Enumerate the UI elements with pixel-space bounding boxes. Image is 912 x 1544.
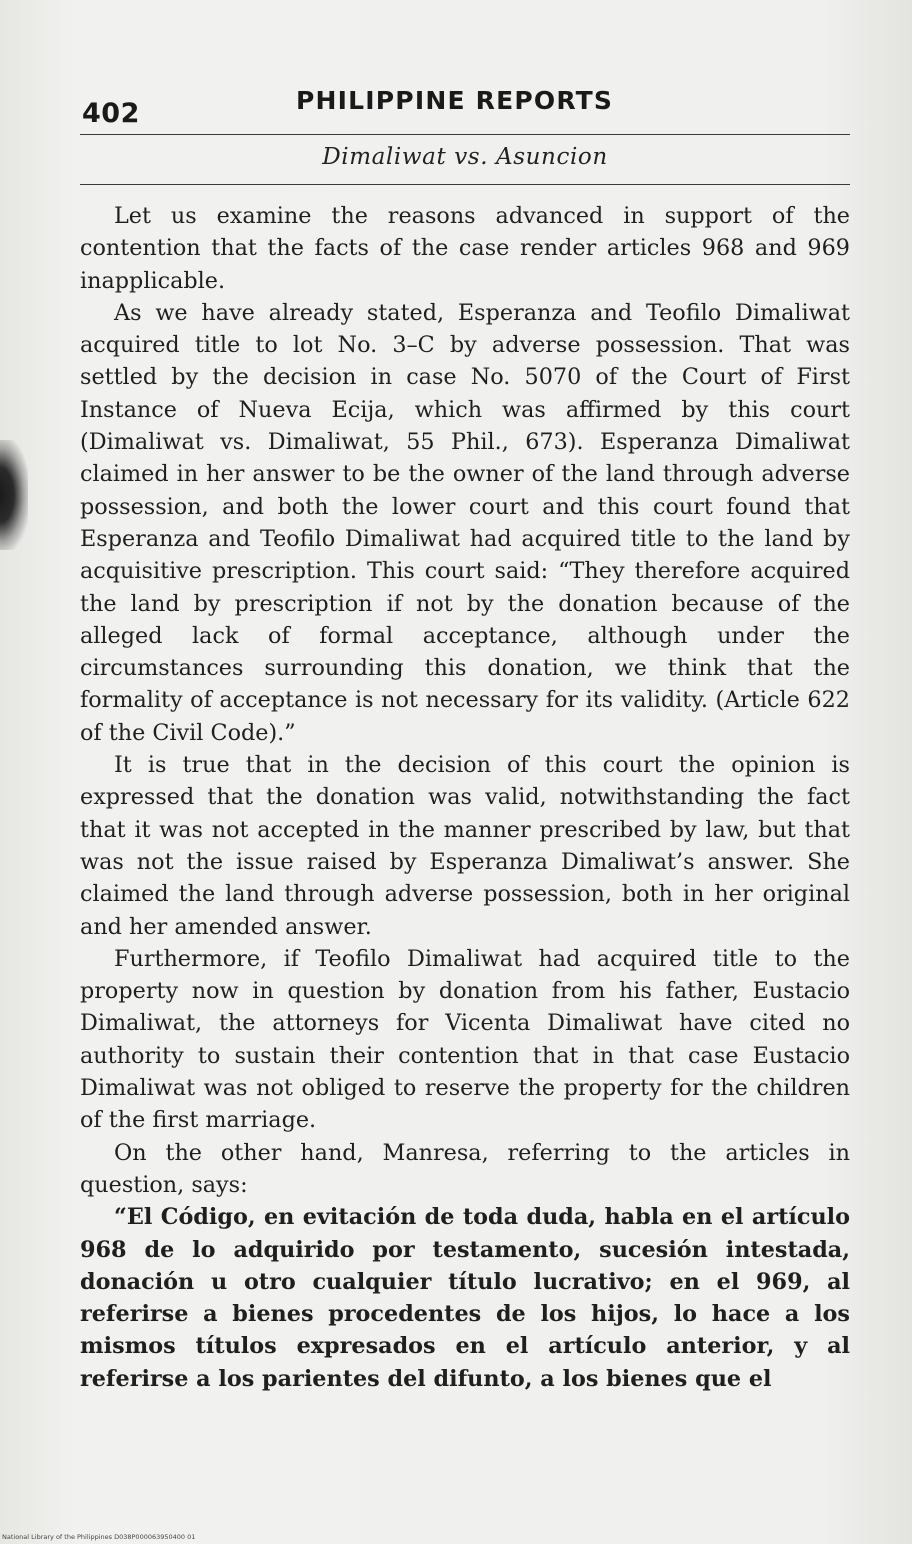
quoted-paragraph: “El Código, en evitación de toda duda, habla en el artículo 968 de lo adquirido por testamento, sucesión intestada, donación u otro cualquier título lucrativo; en el 969, al referirse a bienes procedentes de los hijos, lo hace a los mismos títulos expresados en el artículo anterior, y al referirse a los parientes del difunto, a los bienes que el — [80, 1204, 850, 1392]
paragraph: Let us examine the reasons advanced in support of the contention that the facts of the case render articles 968 and 969 inapplicable. — [80, 203, 850, 294]
body-text — [80, 200, 850, 1395]
source-watermark: National Library of the Philippines D038P000063950400 01 — [2, 1533, 196, 1541]
header-rule-bottom — [80, 184, 850, 185]
case-title: Dimaliwat vs. Asuncion — [322, 144, 608, 170]
page-header — [82, 84, 850, 132]
paragraph: It is true that in the decision of this court the opinion is expressed that the donation was valid, notwithstanding the fact that it was not accepted in the manner prescribed by law, but that was not the issue raised by Esperanza Dimaliwat’s answer. She claimed the land through adverse possession, both in her original and her amended answer. — [80, 752, 850, 940]
binding-shadow — [0, 440, 28, 550]
paragraph: As we have already stated, Esperanza and Teofilo Dimaliwat acquired title to lot No. 3–C by adverse possession. That was settled by the decision in case No. 5070 of the Court of First Instance of Nueva Ecija, which was affirmed by this court (Dimaliwat vs. Dimaliwat, 55 Phil., 673). Esperanza Dimaliwat claimed in her answer to be the owner of the land through adverse possession, and both the lower court and this court found that Esperanza and Teofilo Dimaliwat had acquired title to the land by acquisitive prescription. This court said: “They therefore acquired the land by prescription if not by the donation because of the alleged lack of formal acceptance, although under the circumstances surrounding this donation, we think that the formality of acceptance is not necessary for its validity. (Article 622 of the Civil Code).” — [80, 299, 850, 746]
page-number: 402 — [82, 98, 140, 129]
paragraph: On the other hand, Manresa, referring to the articles in question, says: — [80, 1139, 850, 1198]
running-title: PHILIPPINE REPORTS — [296, 86, 614, 115]
header-rule-top — [80, 134, 850, 135]
paragraph: Furthermore, if Teofilo Dimaliwat had acquired title to the property now in question by donation from his father, Eustacio Dimaliwat, the attorneys for Vicenta Dimaliwat have cited no authority to sustain their contention that in that case Eustacio Dimaliwat was not obliged to reserve the property for the children of the first marriage. — [80, 945, 850, 1134]
